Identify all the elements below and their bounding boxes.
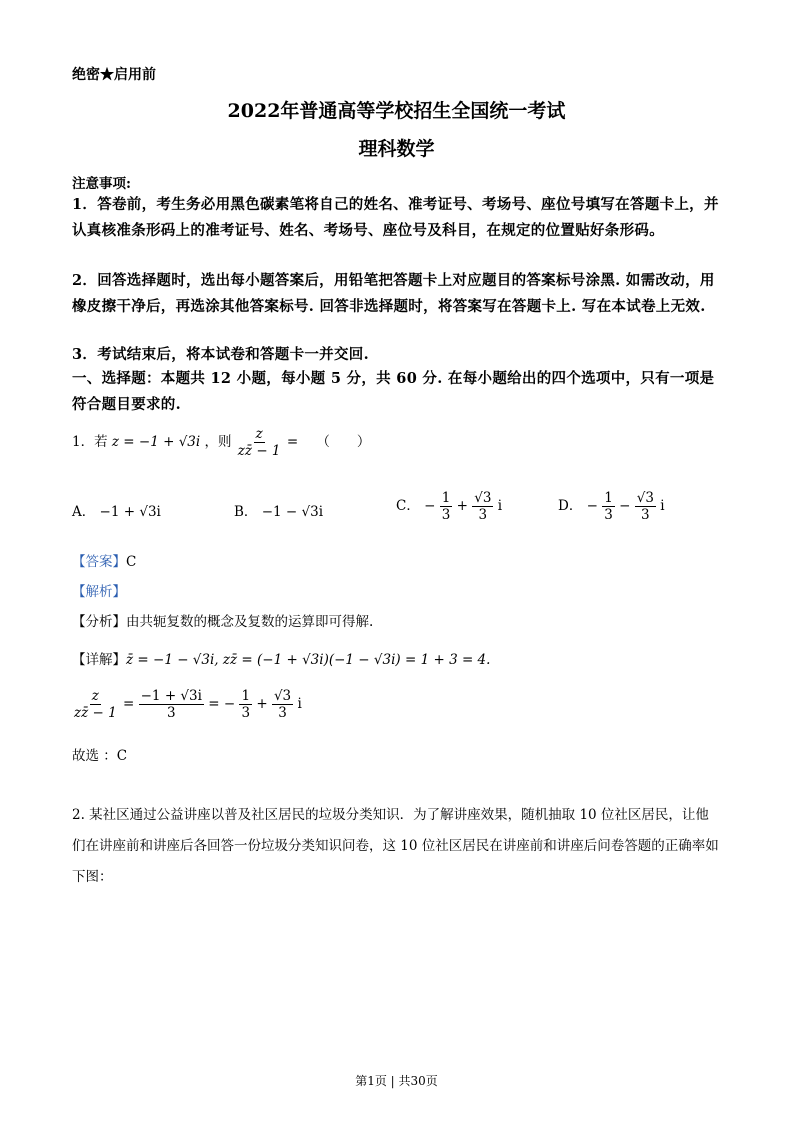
option-d-frac-2-num: √3 [636, 490, 654, 506]
notice-item-2: 2．回答选择题时，选出每小题答案后，用铅笔把答题卡上对应题目的答案标号涂黑. 如需改动，用橡皮擦干净后，再选涂其他答案标号. 回答非选择题时，将答案写在答题卡上. 写在本试卷上无效. [72, 272, 715, 315]
analysis-tag: 【解析】 [72, 584, 126, 600]
step-frac-1-num: z [91, 688, 99, 704]
q1-option-a [72, 500, 161, 520]
step-frac-4-num: √3 [273, 688, 292, 704]
detail-text: z̄ = −1 − √3i, zz̄ = (−1 + √3i)(−1 − √3i) = 1 + 3 = 4. [126, 652, 491, 668]
q1-frac-numerator: z [255, 426, 263, 442]
option-d-i: i [660, 498, 665, 514]
detail-tag: 【详解】 [72, 652, 126, 668]
option-b-label: B． [234, 504, 258, 520]
q2-text: 2. 某社区通过公益讲座以普及社区居民的垃圾分类知识．为了解讲座效果，随机抽取 10 位社区居民，让他们在讲座前和讲座后各回答一份垃圾分类知识问卷，这 10 位社区居民在讲座前和讲座后问卷答题的正确率如下图： [72, 807, 719, 885]
step-equals-1: = [123, 696, 135, 712]
step-plus: + [256, 696, 268, 712]
solution-step [72, 688, 302, 721]
option-d-minus-2: − [619, 498, 631, 514]
q1-then: ，则 [204, 434, 232, 450]
q1-blank: （ ） [316, 434, 371, 450]
q1-option-c [396, 490, 502, 523]
choose-line: 故选 ：C [72, 748, 128, 764]
answer-tag: 【答案】 [72, 554, 126, 570]
detail-line [72, 648, 490, 668]
option-c-frac-2-num: √3 [474, 490, 492, 506]
step-frac-4-den: 3 [278, 705, 287, 721]
subject-title: 理科数学 [358, 138, 435, 160]
page-footer: 第1页 | 共30页 [355, 1074, 438, 1088]
notice-item-3: 3．考试结束后，将本试卷和答题卡一并交回. [72, 346, 369, 363]
option-a-value: −1 + √3i [99, 504, 161, 520]
option-a-label: A． [72, 504, 96, 520]
step-equals-2: = [208, 696, 220, 712]
step-frac-1 [72, 688, 119, 721]
option-d-frac-1-num: 1 [604, 490, 613, 506]
q1-number: 1．若 [72, 434, 108, 450]
fenxi-text: 由共轭复数的概念及复数的运算即可得解. [126, 614, 374, 630]
option-c-plus: + [456, 498, 468, 514]
q1-stem [72, 426, 370, 459]
option-d-frac-1-den: 3 [604, 507, 613, 523]
step-frac-2-den: 3 [166, 705, 176, 721]
step-frac-3-num: 1 [241, 688, 251, 704]
fenxi-tag: 【分析】 [72, 614, 126, 630]
option-c-frac-2 [472, 490, 493, 523]
option-c-frac-2-den: 3 [478, 507, 488, 523]
answer-value: C [126, 554, 137, 570]
step-frac-2 [139, 688, 204, 721]
q1-option-b [234, 500, 323, 520]
option-d-frac-2 [635, 490, 656, 523]
option-d-frac-1 [602, 490, 615, 523]
option-c-label: C． [396, 498, 420, 514]
notes-heading: 注意事项: [72, 176, 131, 192]
q1-option-d [558, 490, 665, 523]
fenxi-line [72, 610, 373, 630]
option-c-i: i [497, 498, 503, 514]
option-c-frac-1-den: 3 [441, 507, 451, 523]
step-frac-4 [272, 688, 293, 721]
section-1-heading: 一、选择题：本题共 12 小题，每小题 5 分，共 60 分. 在每小题给出的四个选项中，只有一项是符合题目要求的. [72, 370, 715, 413]
step-frac-1-den: zz̄ − 1 [74, 705, 117, 721]
step-frac-3-den: 3 [241, 705, 251, 721]
step-frac-2-num: −1 + √3i [140, 688, 202, 704]
step-i: i [297, 696, 302, 712]
exam-title: 2022年普通高等学校招生全国统一考试 [227, 100, 566, 122]
option-d-label: D． [558, 498, 583, 514]
step-minus: − [223, 696, 236, 712]
option-d-frac-2-den: 3 [641, 507, 650, 523]
option-c-frac-1 [440, 490, 453, 523]
q1-condition: z = −1 + √3i [111, 434, 201, 450]
q1-equals: = [286, 434, 299, 450]
q1-fraction [236, 426, 283, 459]
q1-frac-denominator: zz̄ − 1 [237, 443, 281, 459]
option-b-value: −1 − √3i [261, 504, 324, 520]
notice-item-1: 1．答卷前，考生务必用黑色碳素笔将自己的姓名、准考证号、考场号、座位号填写在答题卡上，并认真核准条形码上的准考证号、姓名、考场号、座位号及科目，在规定的位置贴好条形码。 [72, 196, 719, 239]
step-frac-3 [239, 688, 252, 721]
option-c-minus: − [424, 498, 436, 514]
option-d-minus: − [586, 498, 598, 514]
option-c-frac-1-num: 1 [441, 490, 451, 506]
secret-label: 绝密★启用前 [72, 67, 156, 83]
answer-line [72, 550, 136, 570]
